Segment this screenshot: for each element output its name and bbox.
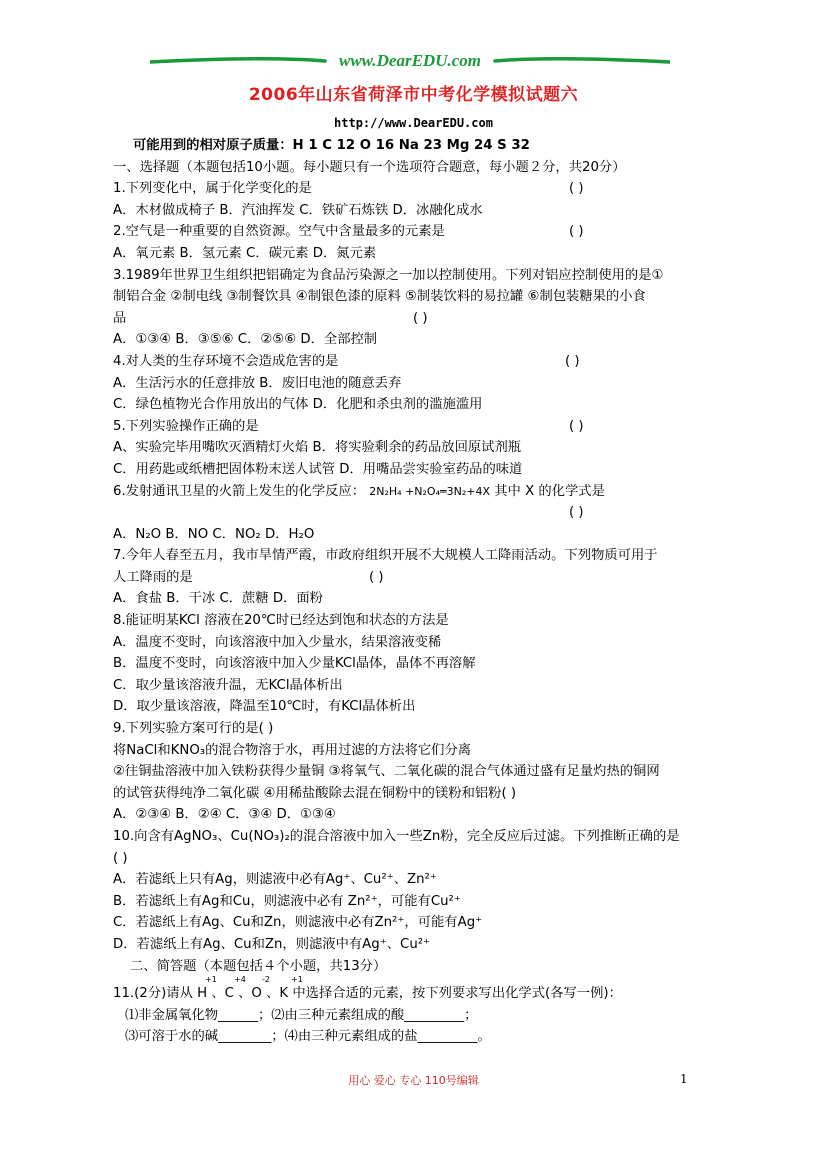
site-logo-text: www.DearEDU.com [339, 51, 481, 70]
question-7: 7.今年人春至五月，我市旱情严霞，市政府组织开展不大规模人工降雨活动。下列物质可用于 [113, 548, 658, 564]
atomic-mass-line: 可能用到的相对原子质量：H 1 C 12 O 16 Na 23 Mg 24 S 32 [133, 138, 530, 153]
question-2: 2.空气是一种重要的自然资源。空气中含量最多的元素是 ( ) [113, 224, 584, 240]
question-10-option-d: D．若滤纸上有Ag、Cu和Zn，则滤液中有Ag⁺、Cu²⁺ [113, 936, 431, 952]
valence-marks: +1 +4 -2 +1 11.(2分)请从 H 、C 、O 、K 中选择合适的元素，按下列要求写出化学式(各写一例)： [113, 975, 622, 1002]
question-11-blanks-1: ⑴非金属氧化物______；⑵由三种元素组成的酸_________； [125, 1007, 478, 1023]
question-6-paren: ( ) [569, 505, 584, 521]
question-5-options-cd: C．用药匙或纸槽把固体粉末送人试管 D．用嘴品尝实验室药品的味道 [113, 461, 523, 477]
question-5: 5.下列实验操作正确的是 ( ) [113, 418, 584, 434]
question-10-paren: ( ) [113, 850, 128, 866]
question-11: 11.(2分)请从 H 、C 、O 、K 中选择合适的元素，按下列要求写出化学式(各写一例)： [113, 986, 622, 1002]
question-9: 9.下列实验方案可行的是( ) [113, 721, 274, 737]
question-4-options-cd: C．绿色植物光合作用放出的气体 D．化肥和杀虫剂的滥施滥用 [113, 397, 483, 413]
question-7-options: A．食盐 B．干冰 C．蔗糖 D．面粉 [113, 591, 323, 607]
section-heading: 一、选择题（本题包括10小题。每小题只有一个选项符合题意，每小题２分，共20分） [113, 159, 626, 175]
reaction-equation: 2N₂H₄ +N₂O₄═3N₂+4X [369, 484, 491, 498]
question-10-option-a: A．若滤纸上只有Ag，则滤液中必有Ag⁺、Cu²⁺、Zn²⁺ [113, 872, 437, 888]
question-9-item-1: 将NaCl和KNO₃的混合物溶于水，再用过滤的方法将它们分离 [113, 742, 472, 758]
question-9-item-2: ②往铜盐溶液中加入铁粉获得少量铜 ③将氧气、二氧化碳的混合气体通过盛有足量灼热的铜网 [113, 764, 660, 780]
question-2-options: A．氧元素 B．氢元素 C．碳元素 D．氮元素 [113, 245, 377, 261]
question-3-cont: 制铝合金 ②制电线 ③制餐饮具 ④制银色漆的原料 ⑤制装饮料的易拉罐 ⑥制包装糖果的小食 [113, 289, 646, 305]
question-9-item-3: 的试管获得纯净二氧化碳 ④用稀盐酸除去混在铜粉中的镁粉和铝粉( ) [113, 785, 517, 801]
section-heading-2: 二、简答题（本题包括４个小题，共13分） [130, 958, 387, 974]
site-logo-banner [150, 50, 670, 74]
question-10-option-c: C．若滤纸上有Ag、Cu和Zn，则滤液中必有Zn²⁺，可能有Ag⁺ [113, 915, 483, 931]
question-8-option-b: B．温度不变时，向该溶液中加入少量KCl晶体，晶体不再溶解 [113, 656, 476, 672]
question-11-blanks-2: ⑶可溶于水的碱________；⑷由三种元素组成的盐_________。 [125, 1029, 491, 1045]
question-6-options: A．N₂O B．NO C．NO₂ D．H₂O [113, 526, 315, 542]
question-8: 8.能证明某KCl 溶液在20℃时已经达到饱和状态的方法是 [113, 613, 449, 629]
question-6: 6.发射通讯卫星的火箭上发生的化学反应： 2N₂H₄ +N₂O₄═3N₂+4X 其中 X 的化学式是 [113, 483, 605, 499]
page-title: 2006年山东省荷泽市中考化学模拟试题六 [248, 85, 579, 105]
page-footer: 用心 爱心 专心 110号编辑 [348, 1074, 479, 1087]
question-10: 10.向含有AgNO₃、Cu(NO₃)₂的混合溶液中加入一些Zn粉，完全反应后过滤。下列推断正确的是 [113, 829, 680, 844]
question-1: 1.下列变化中，属于化学变化的是 ( ) [113, 181, 584, 197]
exam-body [113, 135, 713, 1048]
question-3-options: A．①③④ B．③⑤⑥ C．②⑤⑥ D．全部控制 [113, 332, 378, 348]
question-3-cont2: 品 ( ) [113, 310, 428, 326]
question-3: 3.1989年世界卫生组织把铝确定为食品污染源之一加以控制使用。下列对铝应控制使用的是① [113, 267, 664, 283]
question-5-options-ab: A、实验完毕用嘴吹灭酒精灯火焰 B．将实验剩余的药品放回原试剂瓶 [113, 440, 522, 456]
page-number: 1 [680, 1072, 688, 1086]
question-9-options: A．②③④ B．②④ C．③④ D．①③④ [113, 807, 336, 823]
question-1-options: A．木材做成椅子 B．汽油挥发 C．铁矿石炼铁 D．冰融化成水 [113, 202, 483, 218]
question-7-cont: 人工降雨的是 ( ) [113, 569, 384, 585]
question-10-option-b: B．若滤纸上有Ag和Cu，则滤液中必有 Zn²⁺，可能有Cu²⁺ [113, 893, 461, 909]
question-8-option-d: D．取少量该溶液，降温至10℃时，有KCl晶体析出 [113, 699, 416, 715]
source-url[interactable]: http://www.DearEDU.com [334, 116, 493, 130]
question-4: 4.对人类的生存环境不会造成危害的是 ( ) [113, 353, 580, 369]
question-8-option-a: A．温度不变时，向该溶液中加入少量水，结果溶液变稀 [113, 634, 442, 650]
question-4-options-ab: A．生活污水的任意排放 B．废旧电池的随意丢弃 [113, 375, 402, 391]
question-8-option-c: C．取少量该溶液升温，无KCl晶体析出 [113, 677, 343, 693]
